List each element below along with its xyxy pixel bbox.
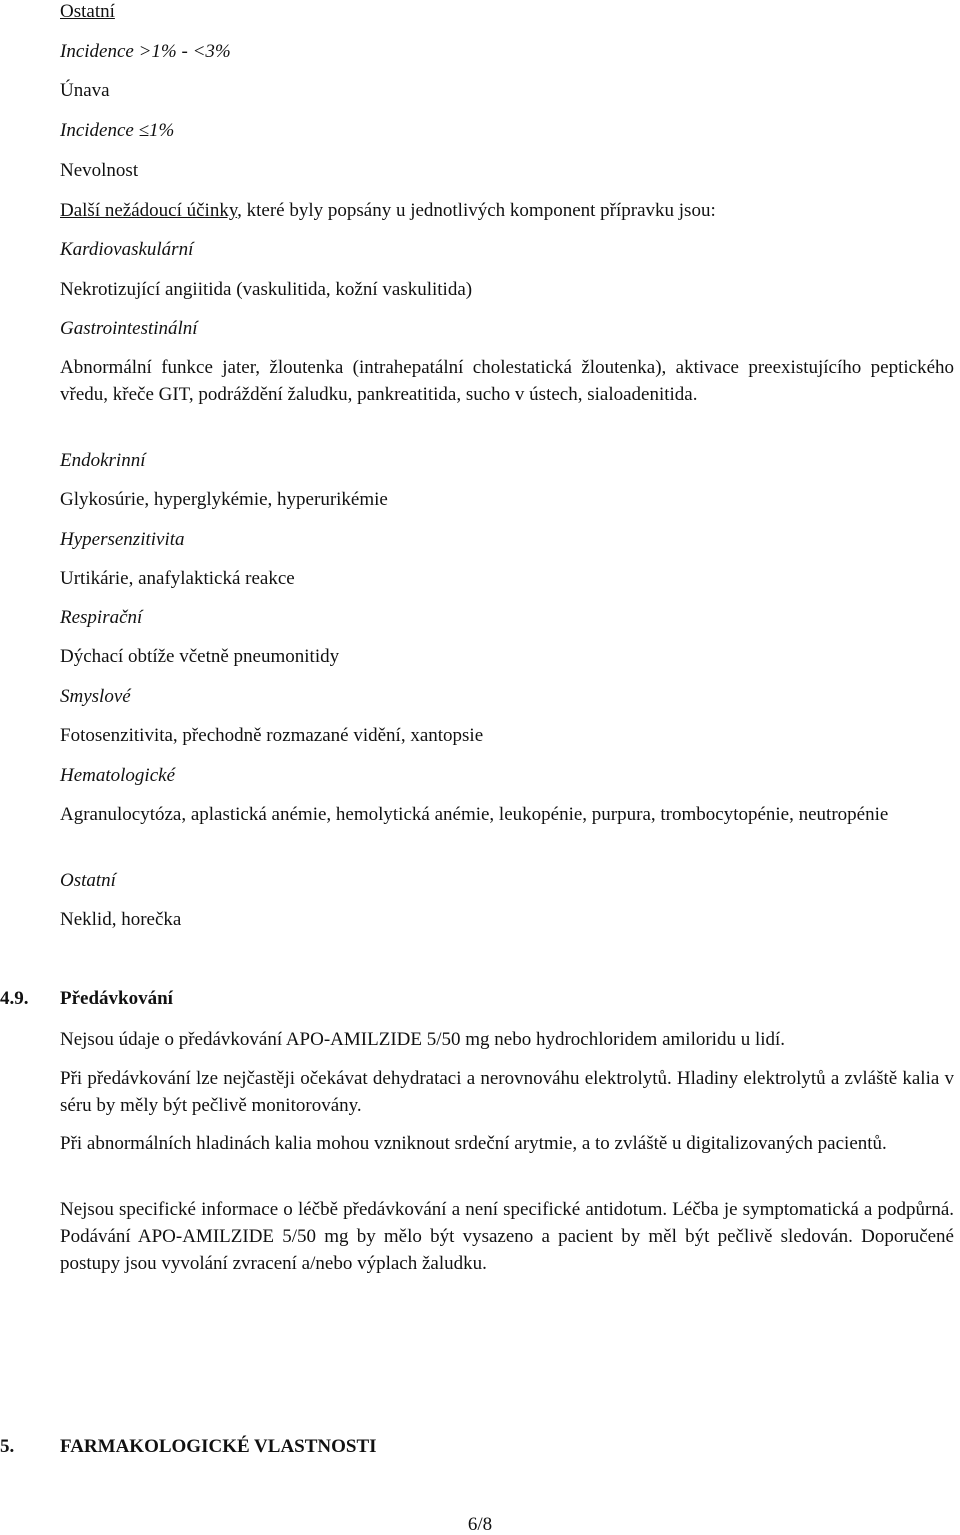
ostatni-2-text: Neklid, horečka xyxy=(60,909,182,930)
section-5-number: 5. xyxy=(0,1436,15,1457)
heading-hypersenzitivita: Hypersenzitivita xyxy=(60,529,185,550)
heading-smyslove: Smyslové xyxy=(60,686,131,707)
section-5-title: FARMAKOLOGICKÉ VLASTNOSTI xyxy=(60,1436,377,1457)
section-4-9-paragraph-1: Nejsou údaje o předávkování APO-AMILZIDE 5/50 mg nebo hydrochloridem amiloridu u lidí. xyxy=(60,1029,786,1050)
dalsi-ucinky-label: Další nežádoucí účinky xyxy=(60,200,238,221)
incidence-le1-label: Incidence ≤1% xyxy=(60,120,175,141)
respiracni-text: Dýchací obtíže včetně pneumonitidy xyxy=(60,646,340,667)
page-number: 6/8 xyxy=(467,1514,493,1535)
gastrointestinalni-text: Abnormální funkce jater, žloutenka (intrahepatální cholestatická žloutenka), aktivace preexistujícího peptického vředu, křeče GIT, podráždění žaludku, pankreatitida, sucho v ústech, sialoadenitida. xyxy=(60,357,954,405)
endokrinni-text: Glykosúrie, hyperglykémie, hyperurikémie xyxy=(60,489,388,510)
section-4-9-paragraph-4: Nejsou specifické informace o léčbě předávkování a není specifické antidotum. Léčba je symptomatická a podpůrná. Podávání APO-AMILZIDE 5/50 mg by mělo být vysazeno a pacient by měl být pečlivě sledován. Doporučené postupy jsou vyvolání zvracení a/nebo výplach žaludku. xyxy=(60,1199,954,1274)
hematologicke-text: Agranulocytóza, aplastická anémie, hemolytická anémie, leukopénie, purpura, trombocytopénie, neutropénie xyxy=(60,804,889,825)
kardiovaskularni-text: Nekrotizující angiitida (vaskulitida, kožní vaskulitida) xyxy=(60,279,473,300)
section-4-9-title: Předávkování xyxy=(60,988,173,1009)
heading-hematologicke: Hematologické xyxy=(60,765,176,786)
dalsi-ucinky-rest: , které byly popsány u jednotlivých komponent přípravku jsou: xyxy=(237,200,716,221)
incidence-1-3-label: Incidence >1% - <3% xyxy=(60,41,231,62)
heading-kardiovaskularni: Kardiovaskulární xyxy=(60,239,194,260)
heading-ostatni: Ostatní xyxy=(60,1,115,22)
dalsi-ucinky-line xyxy=(60,197,954,224)
nevolnost-text: Nevolnost xyxy=(60,160,139,181)
heading-ostatni-2: Ostatní xyxy=(60,870,116,891)
smyslove-text: Fotosenzitivita, přechodně rozmazané vidění, xantopsie xyxy=(60,725,484,746)
section-4-9-paragraph-3: Při abnormálních hladinách kalia mohou vzniknout srdeční arytmie, a to zvláště u digitalizovaných pacientů. xyxy=(60,1133,887,1154)
section-4-9-paragraph-2: Při předávkování lze nejčastěji očekávat dehydrataci a nerovnováhu elektrolytů. Hladiny elektrolytů a zvláště kalia v séru by měly být pečlivě monitorovány. xyxy=(60,1068,954,1116)
heading-respiracni: Respirační xyxy=(60,607,143,628)
heading-endokrinni: Endokrinní xyxy=(60,450,146,471)
section-4-9-number: 4.9. xyxy=(0,988,29,1009)
heading-gastrointestinalni: Gastrointestinální xyxy=(60,318,198,339)
hypersenzitivita-text: Urtikárie, anafylaktická reakce xyxy=(60,568,295,589)
unava-text: Únava xyxy=(60,80,110,101)
